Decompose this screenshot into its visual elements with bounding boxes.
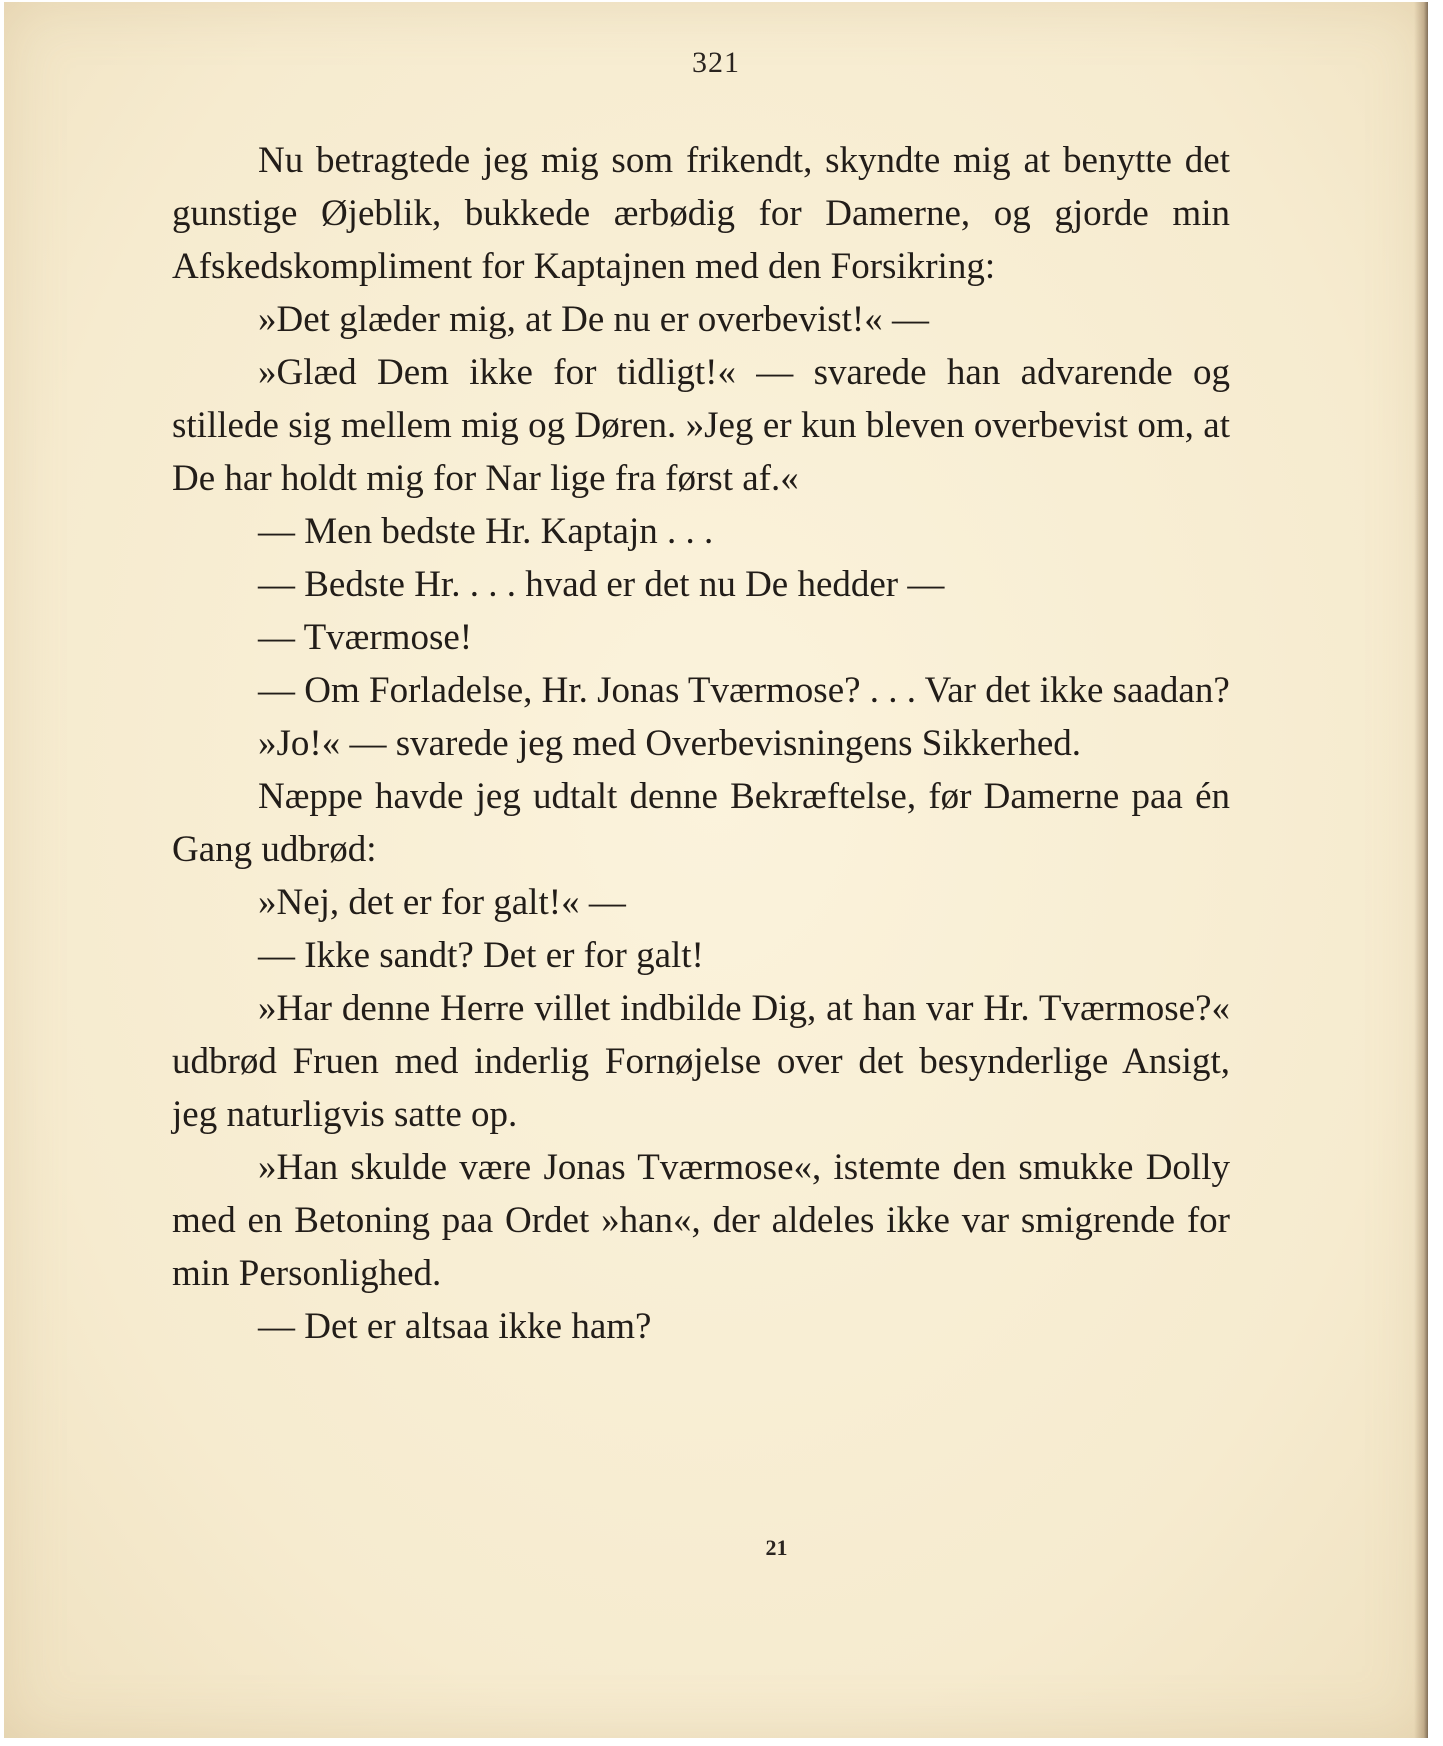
paragraph: »Har denne Herre villet indbilde Dig, at han var Hr. Tværmose?« udbrød Fruen med inderlig Fornøjelse over det besynderlige Ansigt, jeg naturligvis satte op. [172, 988, 1230, 1135]
paragraph: »Glæd Dem ikke for tidligt!« — svarede han advarende og stillede sig mellem mig og Døren. »Jeg er kun bleven overbevist om, at De har holdt mig for Nar lige fra først af.« [172, 352, 1230, 499]
paragraph: — Tværmose! [258, 617, 473, 658]
paragraph: — Om Forladelse, Hr. Jonas Tværmose? . . . Var det ikke saadan? [258, 670, 1230, 711]
book-page [4, 2, 1428, 1738]
paragraph: Næppe havde jeg udtalt denne Bekræftelse, før Damerne paa én Gang udbrød: [172, 776, 1230, 870]
paragraph: »Han skulde være Jonas Tværmose«, istemte den smukke Dolly med en Betoning paa Ordet »han«, der aldeles ikke var smigrende for min Personlighed. [172, 1147, 1230, 1294]
page-edge-shadow [1414, 2, 1428, 1738]
signature-mark: 21 [765, 1535, 788, 1560]
body-text [172, 134, 1230, 1353]
paragraph: Nu betragtede jeg mig som frikendt, skyndte mig at benytte det gunstige Øjeblik, bukkede ærbødig for Damerne, og gjorde min Afskedskompliment for Kaptajnen med den Forsikring: [172, 140, 1230, 287]
paragraph: — Bedste Hr. . . . hvad er det nu De hedder — [258, 564, 945, 605]
page-number: 321 [692, 46, 740, 79]
paragraph: »Jo!« — svarede jeg med Overbevisningens Sikkerhed. [258, 723, 1082, 764]
paragraph: — Ikke sandt? Det er for galt! [258, 935, 704, 976]
paragraph: »Det glæder mig, at De nu er overbevist!« — [258, 299, 929, 340]
paragraph: »Nej, det er for galt!« — [258, 882, 626, 923]
paragraph: — Det er altsaa ikke ham? [258, 1306, 652, 1347]
paragraph: — Men bedste Hr. Kaptajn . . . [258, 511, 714, 552]
